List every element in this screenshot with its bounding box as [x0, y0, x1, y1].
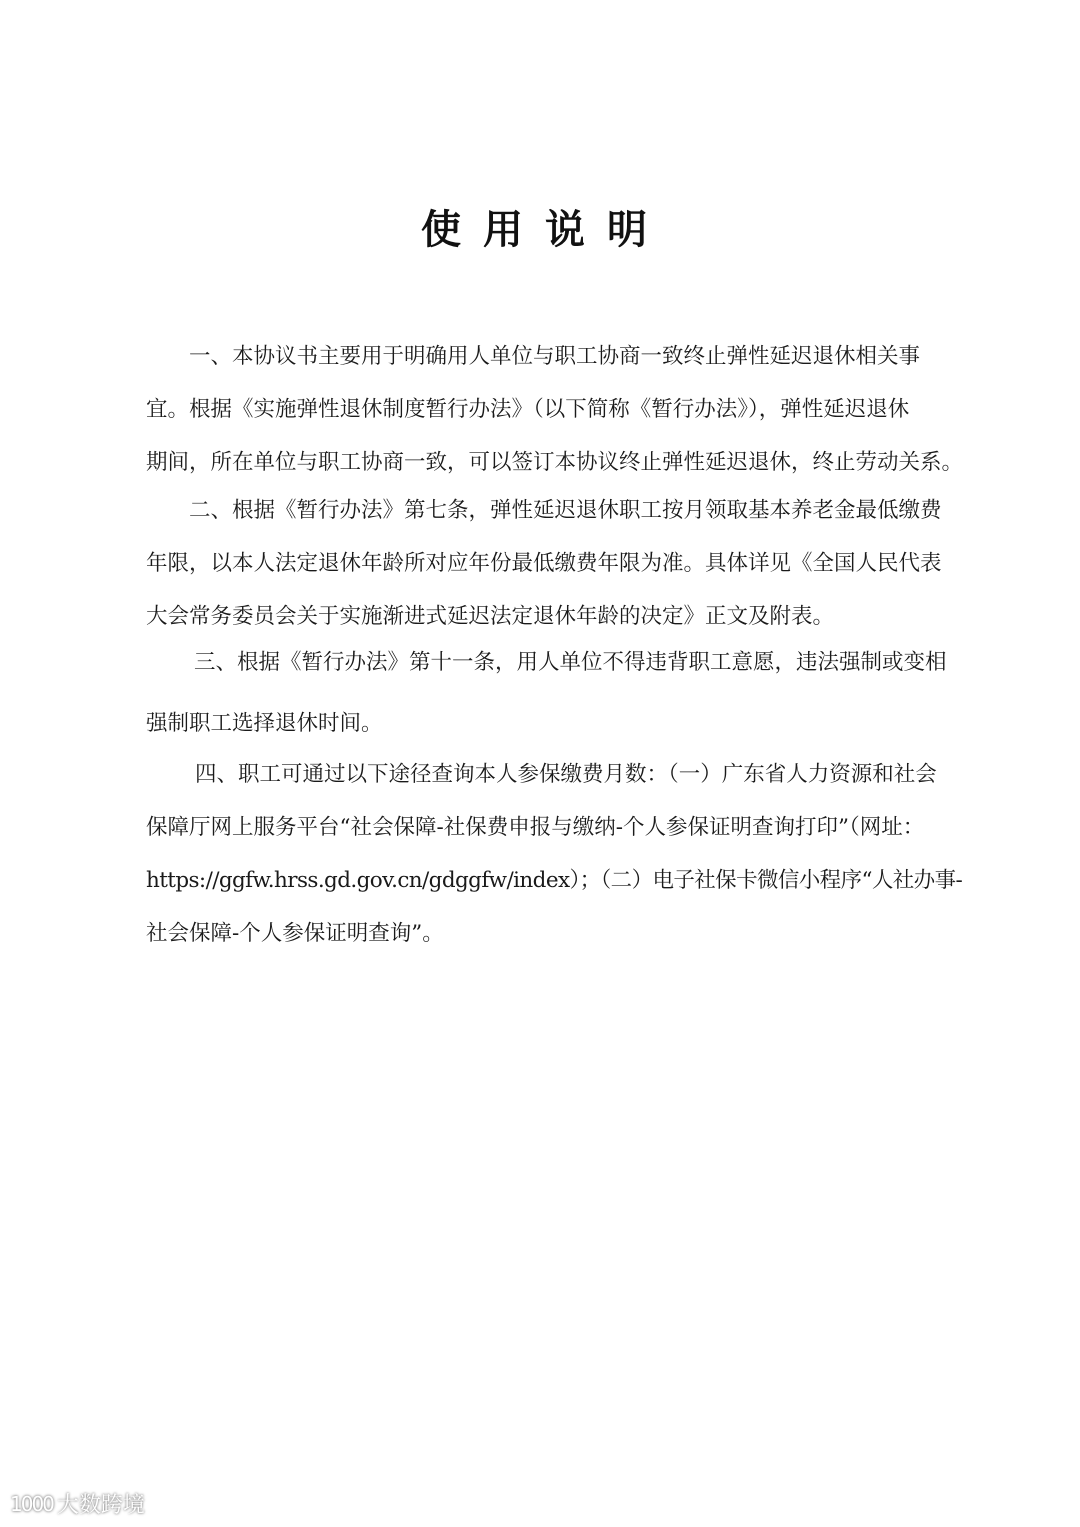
watermark-logo-icon: 1000 [10, 1491, 53, 1516]
page-title: 使用说明 [421, 206, 669, 253]
paragraph-line: 年限，以本人法定退休年龄所对应年份最低缴费年限为准。具体详见《全国人民代表 [146, 551, 942, 576]
paragraph-4 [146, 748, 963, 960]
paragraph-line: 保障厅网上服务平台“社会保障-社保费申报与缴纳-个人参保证明查询打印”（网址： [146, 815, 925, 840]
paragraph-line: 社会保障-个人参保证明查询”。 [146, 921, 444, 946]
paragraph-line: 二、根据《暂行办法》第七条，弹性延迟退休职工按月领取基本养老金最低缴费 [189, 498, 942, 523]
paragraph-line: 宜。根据《实施弹性退休制度暂行办法》（以下简称《暂行办法》），弹性延迟退休 [146, 397, 910, 422]
paragraph-line: 期间，所在单位与职工协商一致，可以签订本协议终止弹性延迟退休，终止劳动关系。 [146, 450, 964, 475]
watermark [10, 1488, 145, 1519]
paragraph-line: 大会常务委员会关于实施渐进式延迟法定退休年龄的决定》正文及附表。 [146, 604, 835, 629]
paragraph-line: 三、根据《暂行办法》第十一条，用人单位不得违背职工意愿，违法强制或变相 [194, 650, 947, 675]
watermark-text: 大数跨境 [56, 1493, 145, 1518]
paragraph-line: 一、本协议书主要用于明确用人单位与职工协商一致终止弹性延迟退休相关事 [189, 344, 921, 369]
paragraph-2 [146, 484, 956, 643]
paragraph-1 [146, 330, 964, 489]
paragraph-line: https://ggfw.hrss.gd.gov.cn/gdggfw/index）；（二）电子社保卡微信小程序“人社办事- [146, 868, 963, 893]
paragraph-3 [146, 636, 956, 750]
paragraph-line: 四、职工可通过以下途径查询本人参保缴费月数：（一）广东省人力资源和社会 [195, 762, 937, 787]
paragraph-line: 强制职工选择退休时间。 [146, 711, 383, 736]
